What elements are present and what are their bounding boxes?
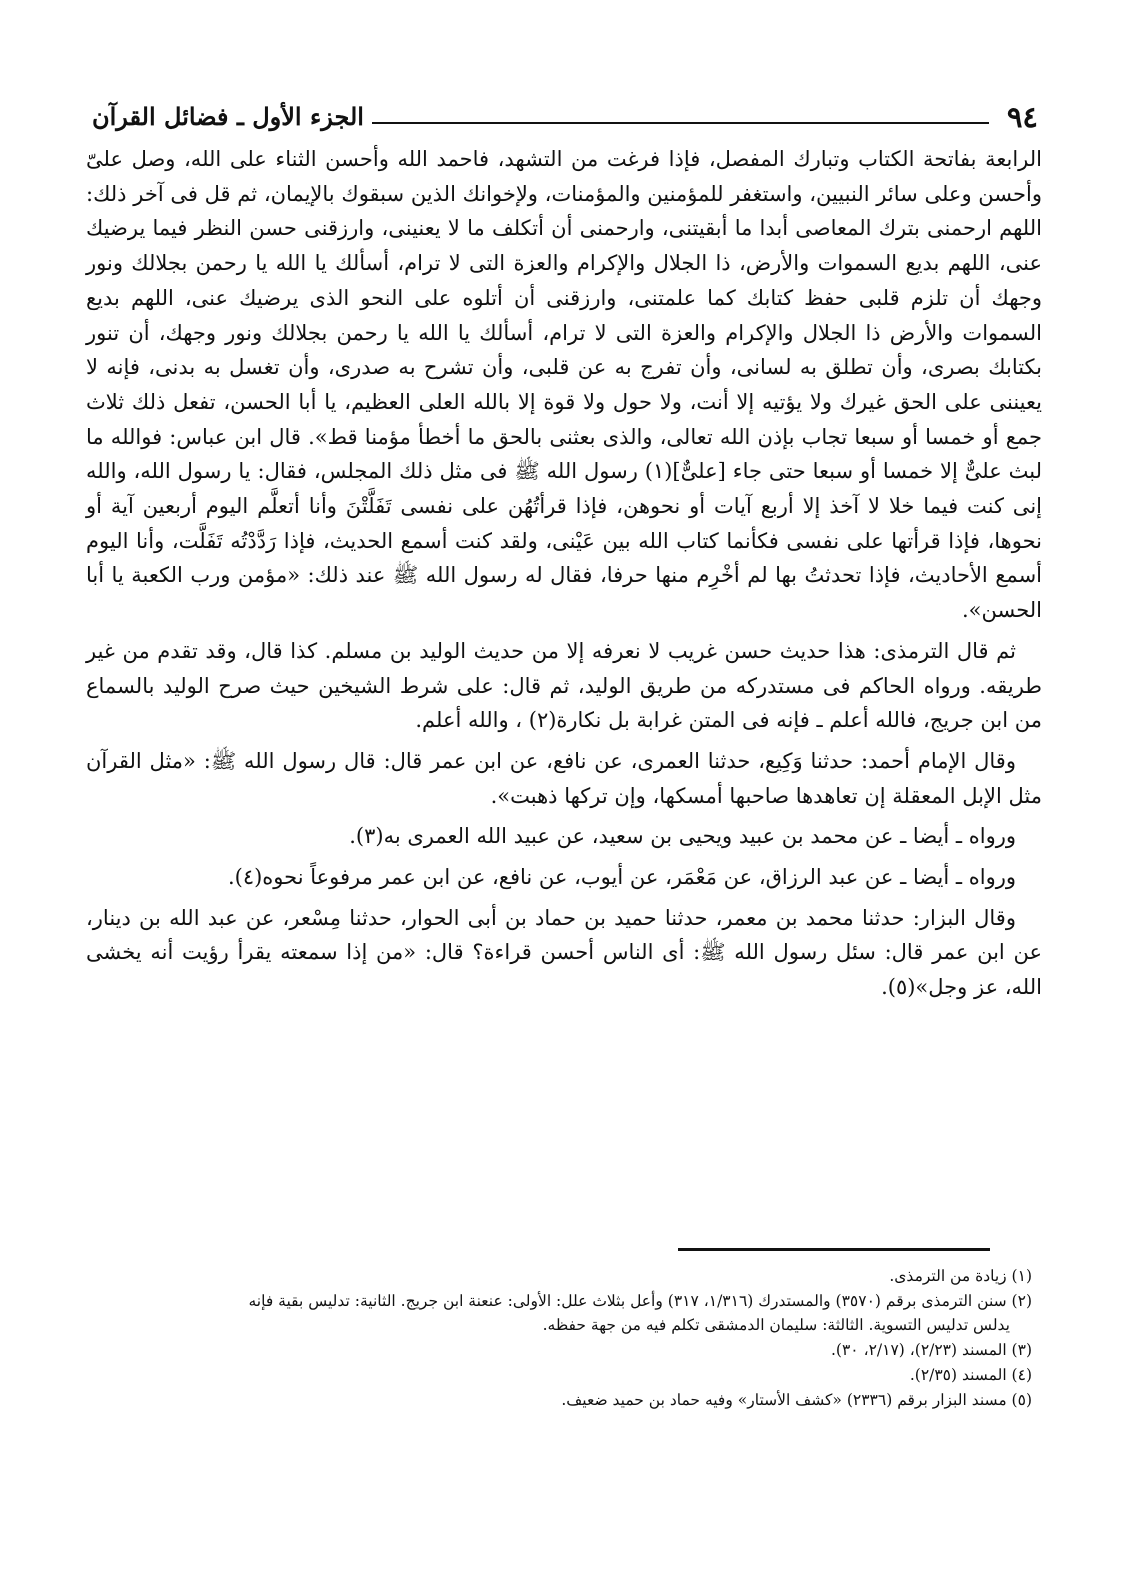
footnote-4: (٤) المسند (٢/٣٥). — [909, 1365, 1032, 1384]
paragraph-ahmad-narration: وقال الإمام أحمد: حدثنا وَكِيع، حدثنا العمرى، عن نافع، عن ابن عمر قال: قال رسول الله ﷺ: «مثل القرآن مثل الإبل المعقلة إن تعاهدها صاحبها أمسكها، وإن تركها ذهبت». — [86, 748, 1042, 808]
paragraph-bazzar-narration: وقال البزار: حدثنا محمد بن معمر، حدثنا حميد بن حماد بن أبى الحوار، حدثنا مِسْعر، عن عبد الله بن دينار، عن ابن عمر قال: سئل رسول الله ﷺ: أى الناس أحسن قراءة؟ قال: «من إذا سمعته يقرأ رؤيت أنه يخشى الله، عز وجل»(٥). — [86, 905, 1042, 1000]
page-header — [92, 92, 1038, 132]
paragraph-tirmidhi-comment: ثم قال الترمذى: هذا حديث حسن غريب لا نعرفه إلا من حديث الوليد بن مسلم. كذا قال، وقد تقدم من غير طريقه. ورواه الحاكم فى مستدركه من طريق الوليد، ثم قال: على شرط الشيخين حيث صرح الوليد بالسماع من ابن جريج، فالله أعلم ـ فإنه فى المتن غرابة بل نكارة(٢) ، والله أعلم. — [86, 638, 1042, 733]
main-text — [86, 142, 1042, 1011]
page-number: ٩٤ — [1006, 100, 1038, 134]
running-title: الجزء الأول ـ فضائل القرآن — [92, 102, 364, 131]
footnote-2-continuation: يدلس تدليس التسوية. الثالثة: سليمان الدمشقى تكلم فيه من جهة حفظه. — [542, 1316, 1010, 1335]
footnote-1: (١) زيادة من الترمذى. — [889, 1267, 1032, 1285]
footnote-separator — [678, 1248, 990, 1251]
paragraph-hadith-continuation: الرابعة بفاتحة الكتاب وتبارك المفصل، فإذا فرغت من التشهد، فاحمد الله وأحسن الثناء على الله، وصل علىّ وأحسن وعلى سائر النبيين، واستغفر للمؤمنين والمؤمنات، ولإخوانك الذين سبقوك بالإيمان، ثم قل فى آخر ذلك: اللهم ارحمنى بترك المعاصى أبدا ما أبقيتنى، وارحمنى أن أتكلف ما لا يعنينى، وارزقنى حسن النظر فيما يرضيك عنى، اللهم بديع السموات والأرض، ذا الجلال والإكرام والعزة التى لا ترام، أسألك يا الله يا رحمن بجلالك ونور وجهك أن تلزم قلبى حفظ كتابك كما علمتنى، وارزقنى أن أتلوه على النحو الذى يرضيك عنى، اللهم بديع السموات والأرض ذا الجلال والإكرام والعزة التى لا ترام، أسألك يا الله يا رحمن بجلالك ونور وجهك، أن تنور بكتابك بصرى، وأن تطلق به لسانى، وأن تفرج به عن قلبى، وأن تشرح به صدرى، وأن تغسل به بدنى، فإنه لا يعيننى على الحق غيرك ولا يؤتيه إلا أنت، ولا حول ولا قوة إلا بالله العلى العظيم، يا أبا الحسن، تفعل ذلك ثلاث جمع أو خمسا أو سبعا تجاب بإذن الله تعالى، والذى بعثنى بالحق ما أخطأ مؤمنا قط». قال ابن عباس: فوالله ما لبث علىٌّ إلا خمسا أو سبعا حتى جاء [علىٌّ](١) رسول الله ﷺ فى مثل ذلك المجلس، فقال: يا رسول الله، والله إنى كنت فيما خلا لا آخذ إلا أربع آيات أو نحوهن، فإذا قرأتُهُن على نفسى تَفَلَّتْنَ وأنا أتعلَّم اليوم أربعين آية أو نحوها، فإذا قرأتها على نفسى فكأنما كتاب الله بين عَيْنى، ولقد كنت أسمع الحديث، فإذا رَدَّدْتُه تَفَلَّت، وأنا اليوم أسمع الأحاديث، فإذا تحدثتُ بها لم أخْرِم منها حرفا، فقال له رسول الله ﷺ عند ذلك: «مؤمن ورب الكعبة يا أبا الحسن». — [86, 147, 1042, 623]
footnotes — [76, 1264, 1032, 1412]
paragraph-third-chain: ورواه ـ أيضا ـ عن عبد الرزاق، عن مَعْمَر، عن أيوب، عن نافع، عن ابن عمر مرفوعاً نحوه(٤). — [227, 865, 1016, 890]
header-rule — [372, 122, 989, 124]
footnote-5: (٥) مسند البزار برقم (٢٣٣٦) «كشف الأستار» وفيه حماد بن حميد ضعيف. — [561, 1390, 1032, 1409]
footnote-3: (٣) المسند (٢/٢٣)، (٢/١٧، ٣٠). — [831, 1341, 1032, 1360]
footnote-2: (٢) سنن الترمذى برقم (٣٥٧٠) والمستدرك (١/٣١٦، ٣١٧) وأعل بثلاث علل: الأولى: عنعنة ابن جريج. الثانية: تدليس بقية فإنه — [248, 1291, 1032, 1310]
paragraph-second-chain: ورواه ـ أيضا ـ عن محمد بن عبيد ويحيى بن سعيد، عن عبيد الله العمرى به(٣). — [349, 824, 1016, 849]
